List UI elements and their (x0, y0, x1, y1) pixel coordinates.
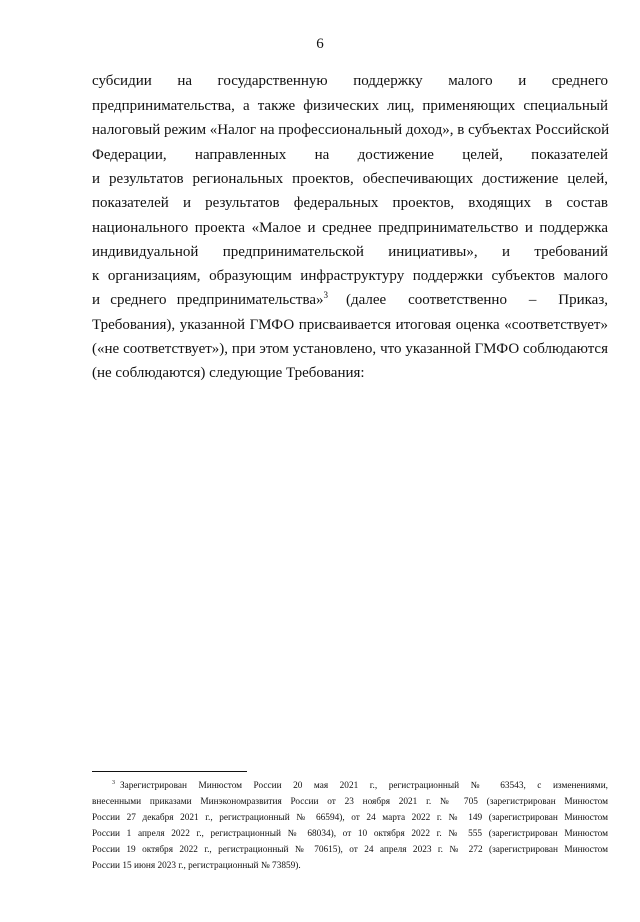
page-number: 6 (316, 36, 324, 52)
body-line: индивидуальной предпринимательской инициативы», и требований (92, 244, 608, 260)
body-line: к организациям, образующим инфраструктуру поддержки субъектов малого (92, 268, 608, 284)
footnote-line: России 15 июня 2023 г., регистрационный № 73859). (92, 861, 301, 871)
body-line: налоговый режим «Налог на профессиональный доход», в субъектах Российской (92, 122, 610, 138)
body-line: (не соблюдаются) следующие Требования: (92, 365, 365, 381)
body-line: и результатов региональных проектов, обеспечивающих достижение целей, (92, 171, 608, 187)
footnote-line-text: Зарегистрирован Минюстом России 20 мая 2021 г., регистрационный № 63543, с изменениями, (120, 781, 608, 791)
footnote-line: России 19 октября 2022 г., регистрационный № 70615), от 24 апреля 2023 г. № 272 (зарегистрирован Минюстом (92, 845, 608, 855)
body-line: предпринимательства, а также физических лиц, применяющих специальный (92, 98, 608, 114)
body-line: Федерации, направленных на достижение целей, показателей (92, 147, 608, 163)
body-line: («не соответствует»), при этом установлено, что указанной ГМФО соблюдаются (92, 341, 608, 357)
body-line-end: (далее соответственно – Приказ, (346, 292, 608, 308)
footnote-separator (92, 771, 247, 772)
body-line: субсидии на государственную поддержку малого и среднего (92, 73, 608, 89)
footnote-line: внесенными приказами Минэкономразвития России от 23 ноября 2021 г. № 705 (зарегистрирован Минюстом (92, 797, 608, 807)
footnote-line: 3 Зарегистрирован Минюстом России 20 мая 2021 г., регистрационный № 63543, с изменениями, (112, 780, 608, 791)
body-line-start (92, 290, 328, 310)
body-line: показателей и результатов федеральных проектов, входящих в состав (92, 195, 608, 211)
footnote-ref: 3 (323, 290, 328, 300)
body-line: Требования), указанной ГМФО присваивается итоговая оценка «соответствует» (92, 317, 608, 333)
body-line: национального проекта «Малое и среднее предпринимательство и поддержка (92, 220, 608, 236)
body-line (92, 290, 608, 310)
body-line-start-text: и среднего предпринимательства» (92, 292, 324, 308)
footnote-line: России 1 апреля 2022 г., регистрационный № 68034), от 10 октября 2022 г. № 555 (зарегистрирован Минюстом (92, 829, 608, 839)
footnote-line: России 27 декабря 2021 г., регистрационный № 66594), от 24 марта 2022 г. № 149 (зарегистрирован Минюстом (92, 813, 608, 823)
